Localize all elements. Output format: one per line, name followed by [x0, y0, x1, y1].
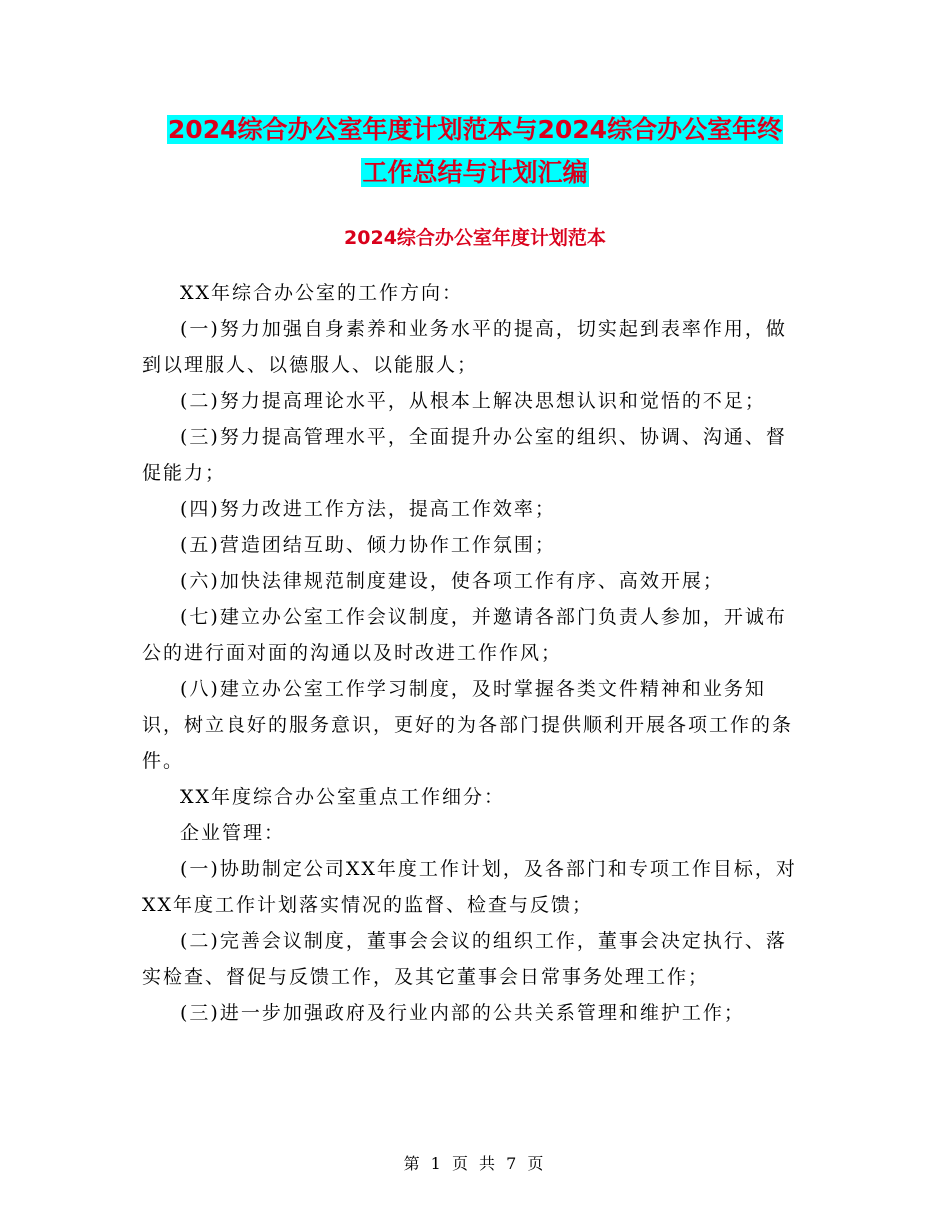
paragraph: (四)努力改进工作方法，提高工作效率； — [180, 498, 556, 520]
paragraph: (三)努力提高管理水平，全面提升办公室的组织、协调、沟通、督促能力； — [142, 426, 787, 484]
paragraph: (七)建立办公室工作会议制度，并邀请各部门负责人参加，开诚布公的进行面对面的沟通以及时改进工作作风； — [142, 606, 787, 664]
title-highlight: 工作总结与计划汇编 — [362, 158, 588, 187]
paragraph: (一)努力加强自身素养和业务水平的提高，切实起到表率作用，做到以理服人、以德服人、以能服人； — [142, 318, 787, 376]
paragraph: (六)加快法律规范制度建设，使各项工作有序、高效开展； — [180, 570, 724, 592]
paragraph: (二)完善会议制度，董事会会议的组织工作，董事会决定执行、落实检查、督促与反馈工作，及其它董事会日常事务处理工作； — [142, 930, 787, 988]
paragraph: (三)进一步加强政府及行业内部的公共关系管理和维护工作； — [180, 1002, 745, 1024]
title-highlight: 2024综合办公室年度计划范本与2024综合办公室年终 — [167, 115, 783, 144]
document-title-line-1 — [0, 115, 950, 145]
document-body — [142, 275, 802, 1031]
paragraph: (五)营造团结互助、倾力协作工作氛围； — [180, 534, 556, 556]
document-title-line-2 — [0, 158, 950, 188]
paragraph: XX年度综合办公室重点工作细分： — [180, 786, 506, 808]
paragraph: (八)建立办公室工作学习制度，及时掌握各类文件精神和业务知识，树立良好的服务意识，更好的为各部门提供顺利开展各项工作的条件。 — [142, 678, 794, 772]
section-heading: 2024综合办公室年度计划范本 — [344, 227, 606, 249]
paragraph: XX年综合办公室的工作方向： — [180, 282, 464, 304]
paragraph: 企业管理： — [180, 822, 286, 844]
paragraph: (二)努力提高理论水平，从根本上解决思想认识和觉悟的不足； — [180, 390, 766, 412]
page-number-footer: 第 1 页 共 7 页 — [403, 1154, 547, 1173]
paragraph: (一)协助制定公司XX年度工作计划，及各部门和专项工作目标，对XX年度工作计划落实情况的监督、检查与反馈； — [142, 858, 797, 916]
